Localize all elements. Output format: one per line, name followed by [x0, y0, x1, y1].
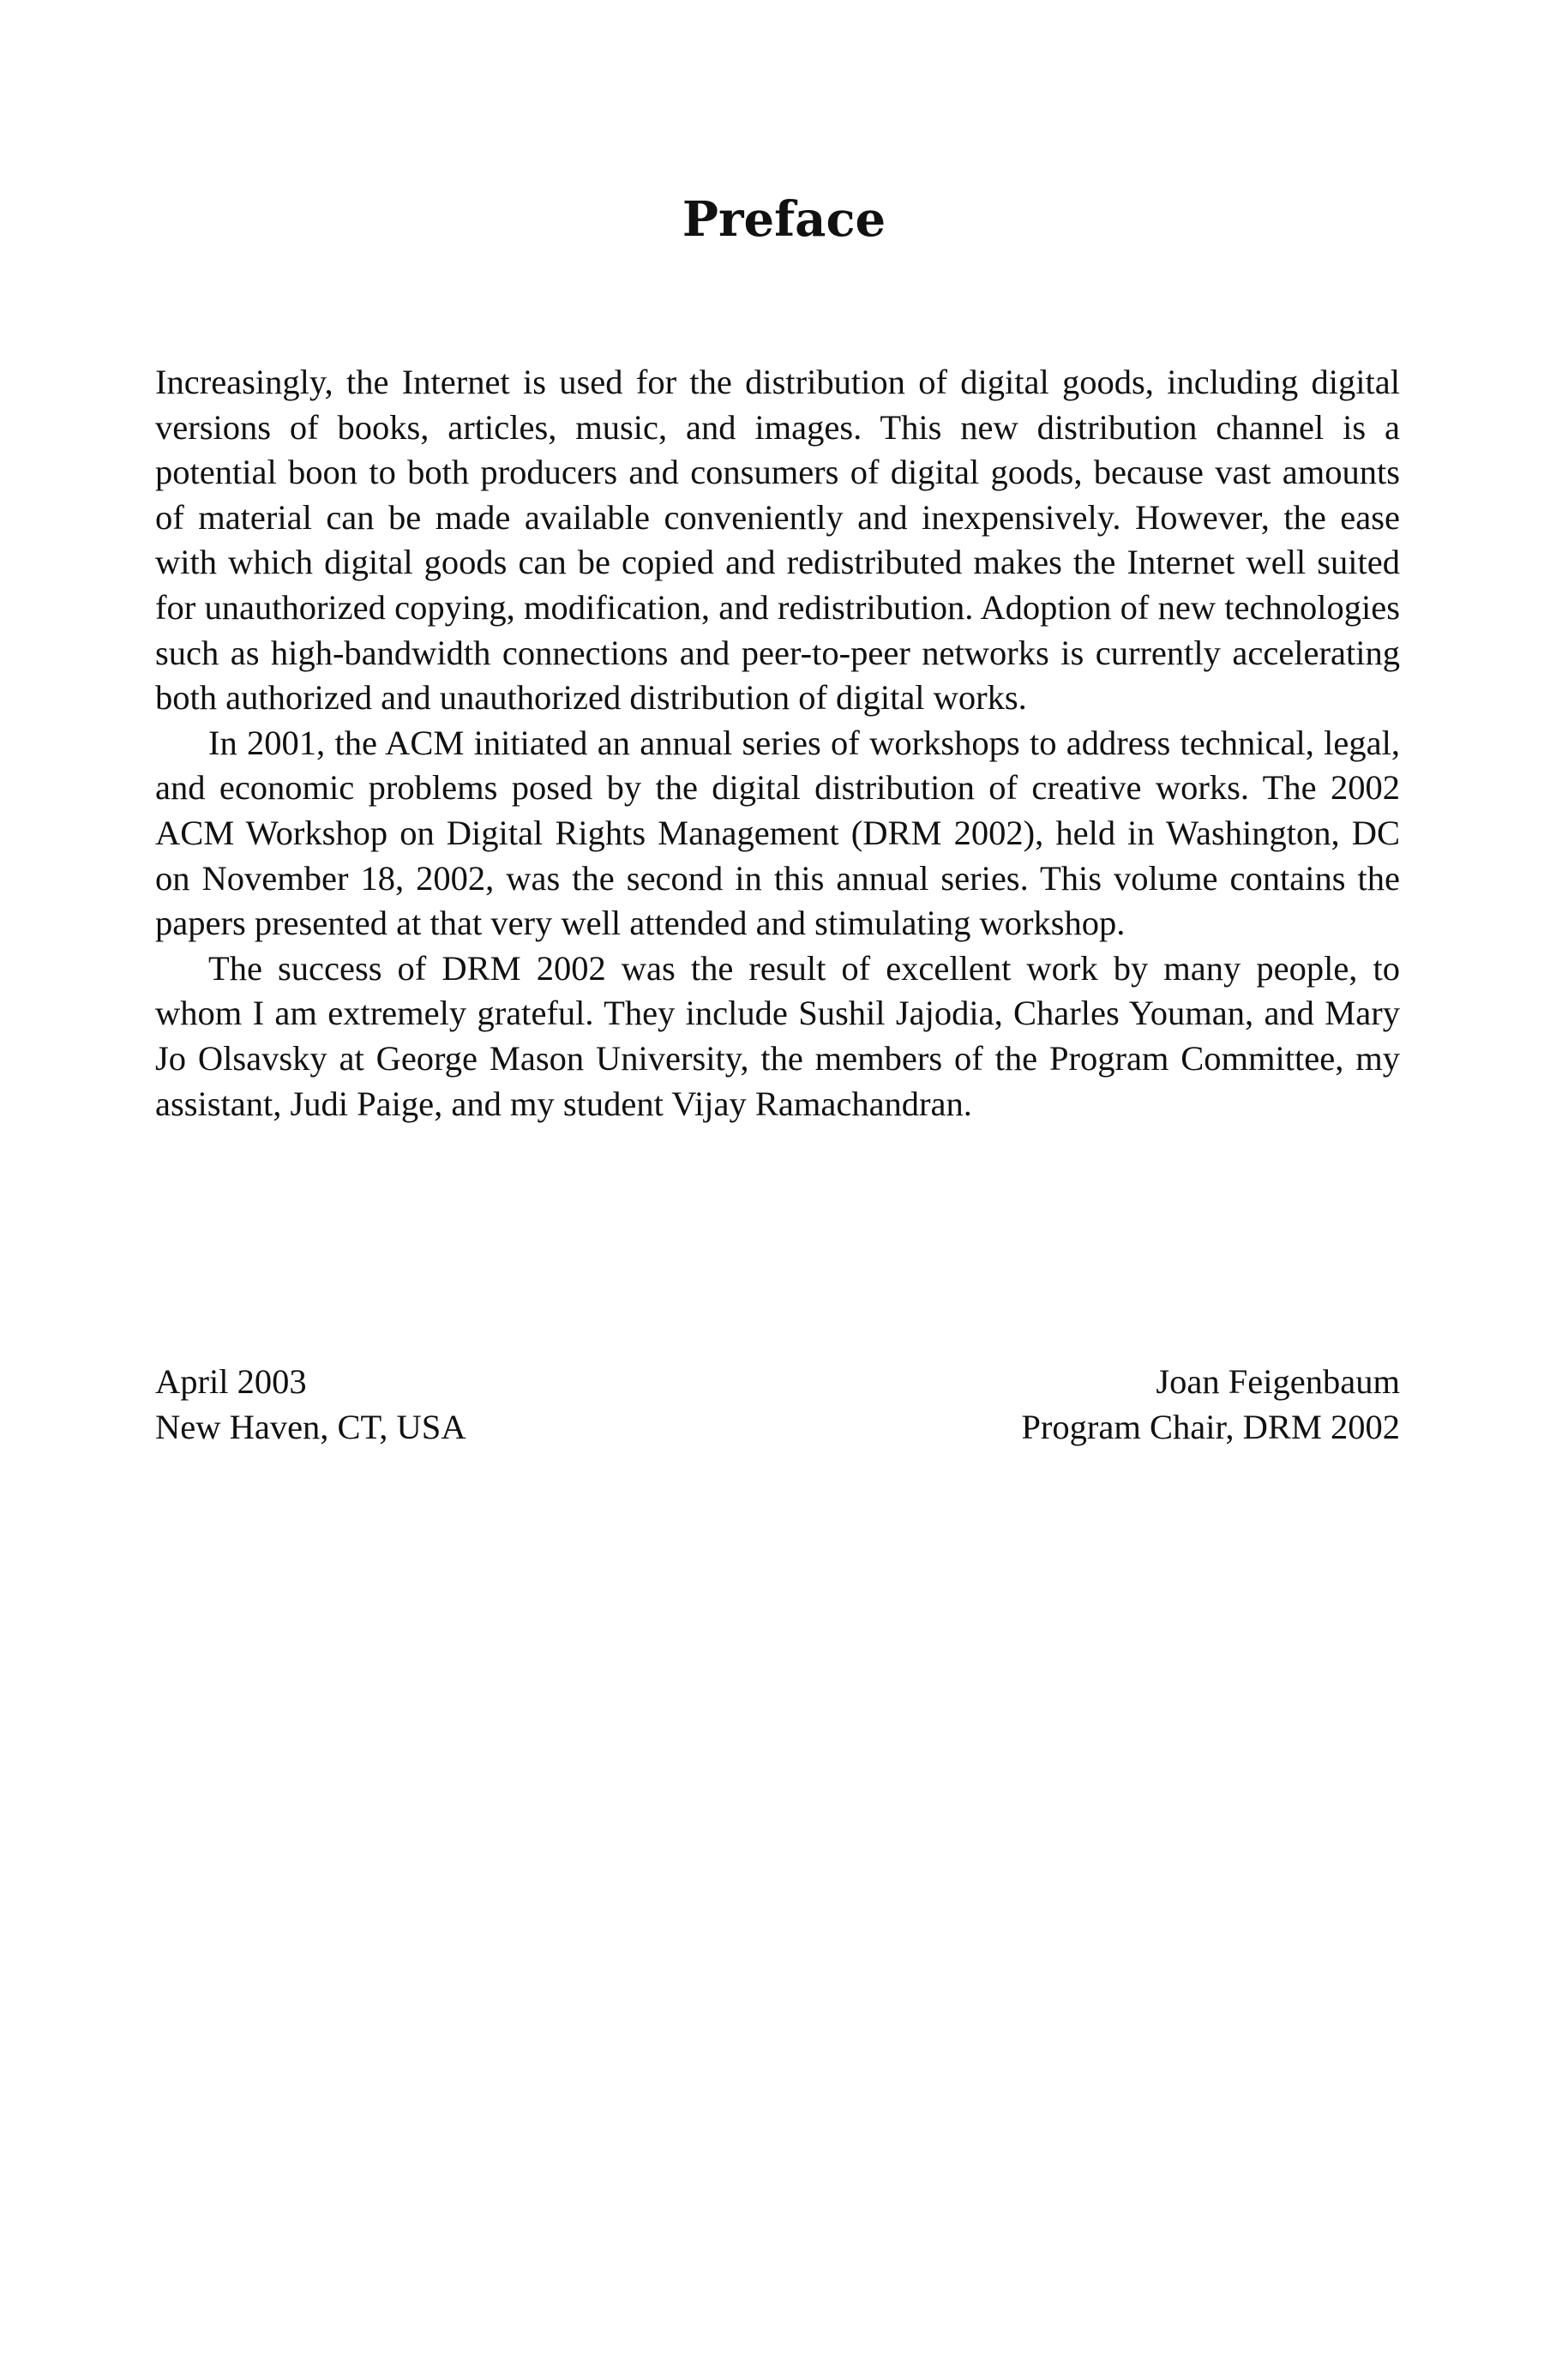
page-title: Preface [682, 191, 886, 248]
paragraph-2: In 2001, the ACM initiated an annual series of workshops to address technical, legal, and economic problems posed by the digital distribution of creative works. The 2002 ACM Workshop on Digital Rights Management (DRM 2002), held in Washington, DC on November 18, 2002, was the second in this annual series. This volume contains the papers presented at that very well attended and stimulating workshop. [155, 723, 1400, 943]
signature-author [1021, 1360, 1400, 1450]
paragraph-1: Increasingly, the Internet is used for the distribution of digital goods, including digital versions of books, articles, music, and images. This new distribution channel is a potential boon to both producers and consumers of digital goods, because vast amounts of material can be made available conveniently and inexpensively. However, the ease with which digital goods can be copied and redistributed makes the Internet well suited for unauthorized copying, modification, and redistribution. Adoption of new technologies such as high-bandwidth connections and peer-to-peer networks is currently accelerating both authorized and unauthorized distribution of digital works. [155, 363, 1400, 718]
signature-date-place [155, 1360, 466, 1450]
signature-name: Joan Feigenbaum [1156, 1362, 1400, 1401]
signature-date: April 2003 [155, 1362, 307, 1401]
signature-role: Program Chair, DRM 2002 [1021, 1407, 1400, 1446]
preface-body [155, 360, 1400, 1126]
signature-place: New Haven, CT, USA [155, 1407, 466, 1446]
paragraph-3: The success of DRM 2002 was the result of excellent work by many people, to whom I am extremely grateful. They include Sushil Jajodia, Charles Youman, and Mary Jo Olsavsky at George Mason University, the members of the Program Committee, my assistant, Judi Paige, and my student Vijay Ramachandran. [155, 948, 1400, 1123]
